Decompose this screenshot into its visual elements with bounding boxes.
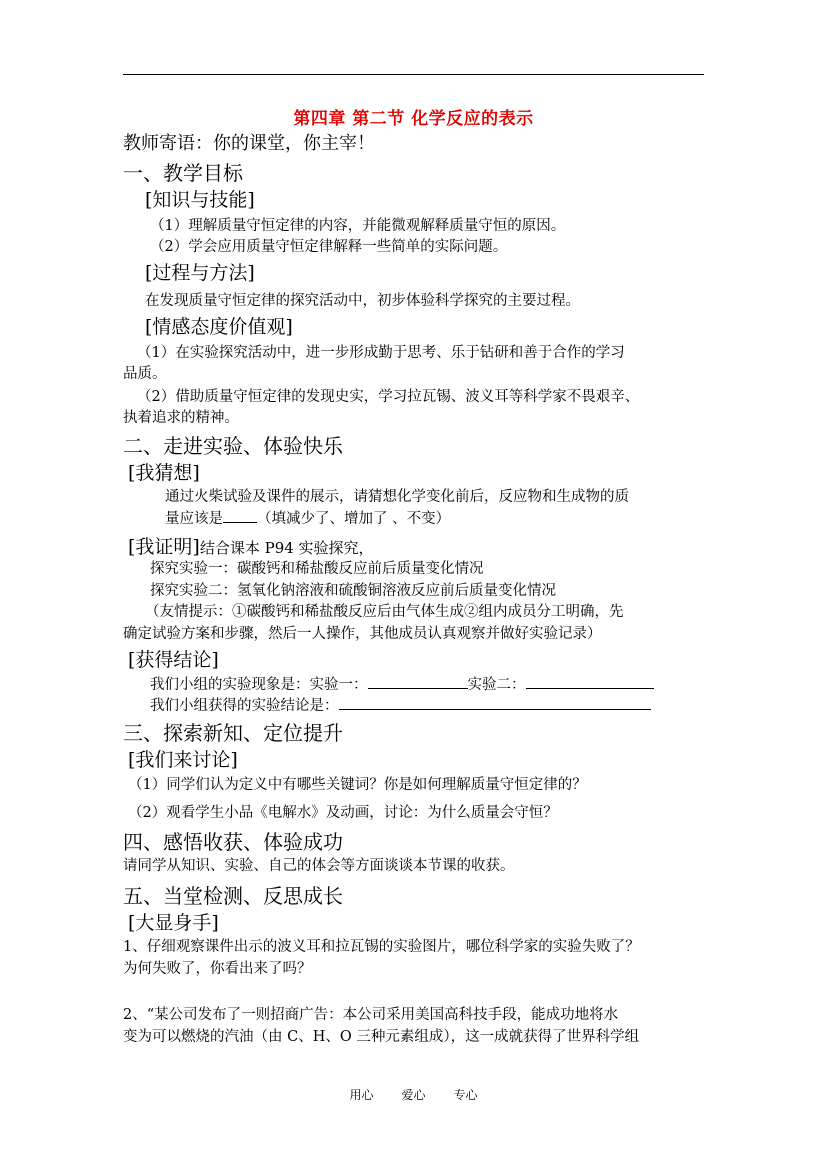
process-heading: [过程与方法] <box>145 262 255 284</box>
guess-line-1: 通过火柴试验及课件的展示，请猜想化学变化前后，反应物和生成物的质 <box>165 489 629 505</box>
conclusion-heading: [获得结论] <box>128 649 219 671</box>
knowledge-heading: [知识与技能] <box>145 189 255 211</box>
experiment-2-result-blank[interactable] <box>526 674 654 689</box>
conclusion-blank[interactable] <box>339 695 651 710</box>
section-3-heading: 三、探索新知、定位提升 <box>123 721 343 745</box>
discuss-question-2: （2）观看学生小品《电解水》及动画，讨论：为什么质量会守恒？ <box>128 805 558 821</box>
conclusion-line-1-lead: 我们小组的实验现象是：实验一： <box>150 677 368 693</box>
conclusion-line-2 <box>150 694 651 715</box>
footer-word-2: 爱心 <box>401 1088 426 1102</box>
guess-line-2 <box>165 507 450 528</box>
page-footer <box>0 1086 827 1103</box>
question-2-line-1: 2、“某公司发布了一则招商广告：本公司采用美国高科技手段，能成功地将水 <box>123 1007 619 1023</box>
section-2-heading: 二、走进实验、体验快乐 <box>123 434 343 458</box>
page-title: 第四章 第二节 化学反应的表示 <box>293 109 534 129</box>
conclusion-line-1 <box>150 673 654 694</box>
prove-heading-tail: 结合课本 P94 实验探究， <box>199 539 374 557</box>
discuss-question-1: （1）同学们认为定义中有哪些关键词？你是如何理解质量守恒定律的？ <box>128 777 587 793</box>
discuss-heading: [我们来讨论] <box>128 749 238 771</box>
conclusion-line-1-mid: 实验二： <box>467 677 526 693</box>
emotion-item-1-line-1: （1）在实验探究活动中，进一步形成勤于思考、乐于钻研和善于合作的学习 <box>137 345 625 361</box>
question-1-line-2: 为何失败了，你看出来了吗？ <box>123 961 312 977</box>
section-5-heading: 五、当堂检测、反思成长 <box>123 884 343 908</box>
emotion-item-1-line-2: 品质。 <box>123 366 167 382</box>
experiment-1-result-blank[interactable] <box>368 674 468 689</box>
guess-line-2-lead: 量应该是 <box>165 511 223 527</box>
experiment-2: 探究实验二：氢氧化钠溶液和硫酸铜溶液反应前后质量变化情况 <box>150 583 556 599</box>
emotion-item-2-line-1: （2）借助质量守恒定律的发现史实，学习拉瓦锡、波义耳等科学家不畏艰辛、 <box>137 389 640 405</box>
section-4-text: 请同学从知识、实验、自己的体会等方面谈谈本节课的收获。 <box>123 858 515 874</box>
guess-line-2-tail: （填减少了、增加了 、不变） <box>257 511 451 527</box>
emotion-heading: [情感态度价值观] <box>145 316 293 338</box>
prove-heading-line <box>128 532 374 559</box>
section-1-heading: 一、教学目标 <box>123 161 243 185</box>
footer-word-3: 专心 <box>453 1088 478 1102</box>
header-rule <box>123 74 704 75</box>
knowledge-item-1: （1）理解质量守恒定律的内容，并能微观解释质量守恒的原因。 <box>150 218 566 234</box>
conclusion-line-2-lead: 我们小组获得的实验结论是： <box>150 698 339 714</box>
knowledge-item-2: （2）学会应用质量守恒定律解释一些简单的实际问题。 <box>150 239 508 255</box>
guess-heading: [我猜想] <box>128 462 200 484</box>
question-2-line-2: 变为可以燃烧的汽油（由 C、H、O 三种元素组成），这一成就获得了世界科学组 <box>123 1029 640 1045</box>
emotion-item-2-line-2: 执着追求的精神。 <box>123 410 239 426</box>
prove-heading: [我证明] <box>128 536 200 558</box>
question-1-line-1: 1、仔细观察课件出示的波义耳和拉瓦锡的实验图片，哪位科学家的实验失败了？ <box>123 939 640 955</box>
tip-line-1: （友情提示：①碳酸钙和稀盐酸反应后由气体生成②组内成员分工明确，先 <box>145 604 624 620</box>
footer-word-1: 用心 <box>349 1088 374 1102</box>
section-4-heading: 四、感悟收获、体验成功 <box>123 830 343 854</box>
teacher-note: 教师寄语：你的课堂，你主宰！ <box>123 133 375 154</box>
guess-answer-blank[interactable] <box>223 508 257 523</box>
tip-line-2: 确定试验方案和步骤，然后一人操作，其他成员认真观察并做好实验记录） <box>123 626 602 642</box>
show-heading: [大显身手] <box>128 912 219 934</box>
process-text: 在发现质量守恒定律的探究活动中，初步体验科学探究的主要过程。 <box>145 293 580 309</box>
experiment-1: 探究实验一：碳酸钙和稀盐酸反应前后质量变化情况 <box>150 561 484 577</box>
